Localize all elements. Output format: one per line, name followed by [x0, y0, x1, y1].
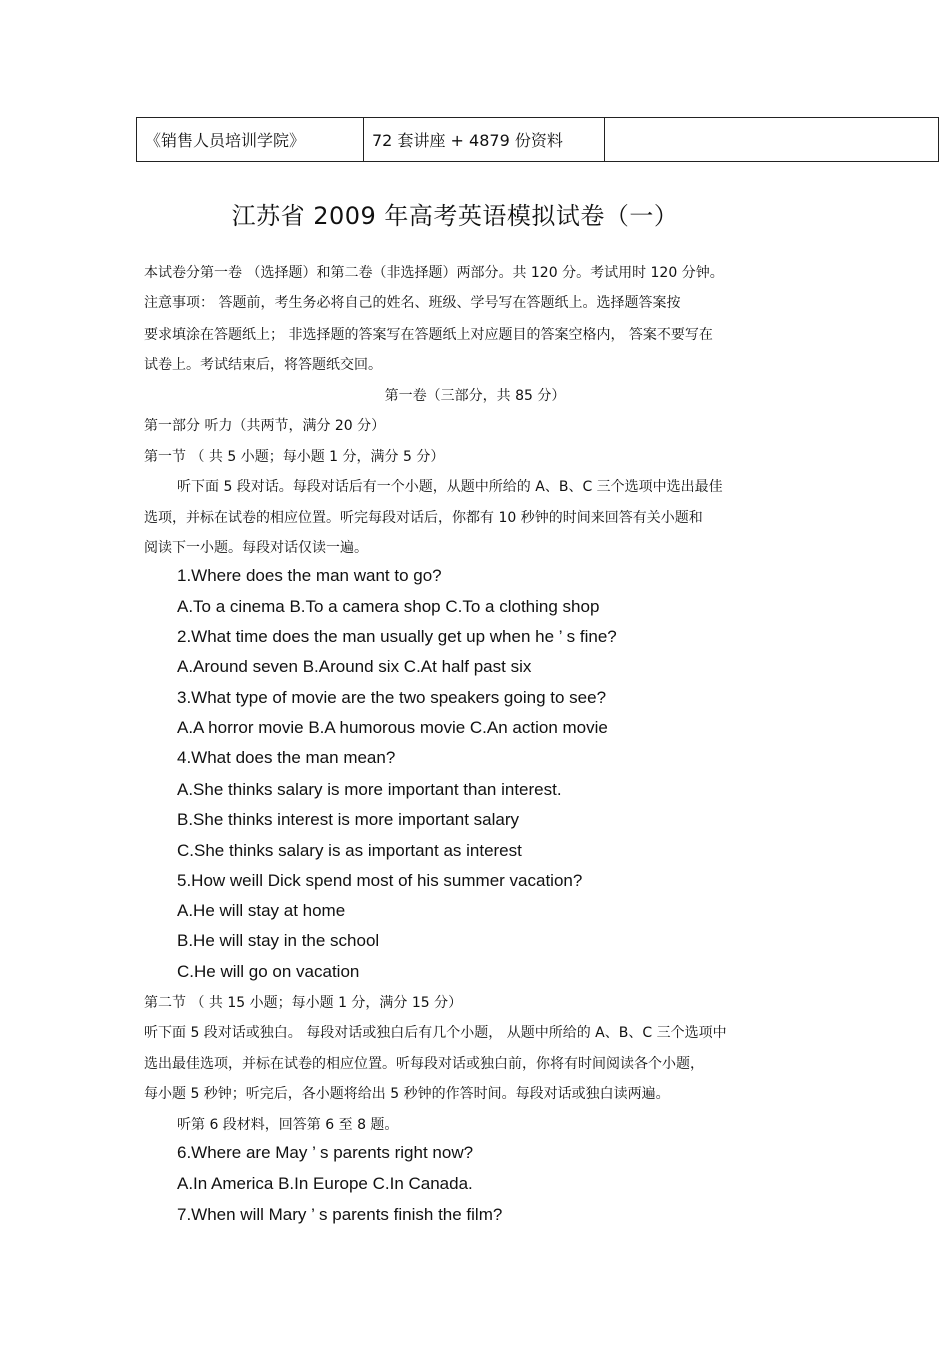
question-line: 2.What time does the man usually get up when he ’ s fine? — [177, 627, 617, 646]
intro-line: 本试卷分第一卷 （选择题）和第二卷（非选择题）两部分。共 120 分。考试用时 120 分钟。 — [144, 265, 724, 281]
question-line: 7.When will Mary ’ s parents finish the film? — [177, 1205, 503, 1224]
question-line: B.He will stay in the school — [177, 931, 380, 950]
part1-heading: 第一部分 听力（共两节，满分 20 分） — [144, 418, 386, 434]
header-cell-empty — [605, 118, 939, 162]
question-line: A.Around seven B.Around six C.At half past six — [177, 657, 532, 676]
question-line: B.She thinks interest is more important salary — [177, 810, 520, 829]
volume-heading: 第一卷（三部分，共 85 分） — [384, 388, 566, 404]
section1-instruction: 听下面 5 段对话。每段对话后有一个小题，从题中所给的 A、B、C 三个选项中选出最佳 — [177, 479, 723, 495]
section1-heading: 第一节 （ 共 5 小题；每小题 1 分，满分 5 分） — [144, 449, 445, 465]
section1-instruction: 选项，并标在试卷的相应位置。听完每段对话后，你都有 10 秒钟的时间来回答有关小题和 — [144, 510, 703, 526]
intro-line: 试卷上。考试结束后，将答题纸交回。 — [144, 357, 382, 373]
question-line: A.To a cinema B.To a camera shop C.To a clothing shop — [177, 597, 600, 616]
material-heading: 听第 6 段材料，回答第 6 至 8 题。 — [177, 1117, 399, 1133]
page-title: 江苏省 2009 年高考英语模拟试卷（一） — [231, 202, 679, 230]
question-line: 4.What does the man mean? — [177, 748, 396, 767]
question-line: 6.Where are May ’ s parents right now? — [177, 1143, 474, 1162]
section1-instruction: 阅读下一小题。每段对话仅读一遍。 — [144, 540, 368, 556]
question-line: C.He will go on vacation — [177, 962, 360, 981]
header-cell-academy: 《销售人员培训学院》 — [137, 118, 364, 162]
question-line: 3.What type of movie are the two speakers going to see? — [177, 688, 607, 707]
question-line: A.She thinks salary is more important than interest. — [177, 780, 562, 799]
question-line: 1.Where does the man want to go? — [177, 566, 442, 585]
question-line: 5.How weill Dick spend most of his summer vacation? — [177, 871, 583, 890]
header-cell-resources: 72 套讲座 + 4879 份资料 — [364, 118, 605, 162]
section2-instruction: 听下面 5 段对话或独白。 每段对话或独白后有几个小题， 从题中所给的 A、B、C 三个选项中 — [144, 1025, 727, 1041]
question-line: C.She thinks salary is as important as interest — [177, 841, 522, 860]
question-line: A.He will stay at home — [177, 901, 346, 920]
question-line: A.In America B.In Europe C.In Canada. — [177, 1174, 473, 1193]
intro-line: 要求填涂在答题纸上； 非选择题的答案写在答题纸上对应题目的答案空格内， 答案不要写在 — [144, 327, 713, 343]
section2-instruction: 选出最佳选项，并标在试卷的相应位置。听每段对话或独白前，你将有时间阅读各个小题， — [144, 1056, 704, 1072]
header-table — [136, 117, 939, 162]
section2-heading: 第二节 （ 共 15 小题；每小题 1 分，满分 15 分） — [144, 995, 463, 1011]
intro-line: 注意事项： 答题前，考生务必将自己的姓名、班级、学号写在答题纸上。选择题答案按 — [144, 295, 681, 311]
section2-instruction: 每小题 5 秒钟；听完后，各小题将给出 5 秒钟的作答时间。每段对话或独白读两遍。 — [144, 1086, 670, 1102]
question-line: A.A horror movie B.A humorous movie C.An action movie — [177, 718, 608, 737]
